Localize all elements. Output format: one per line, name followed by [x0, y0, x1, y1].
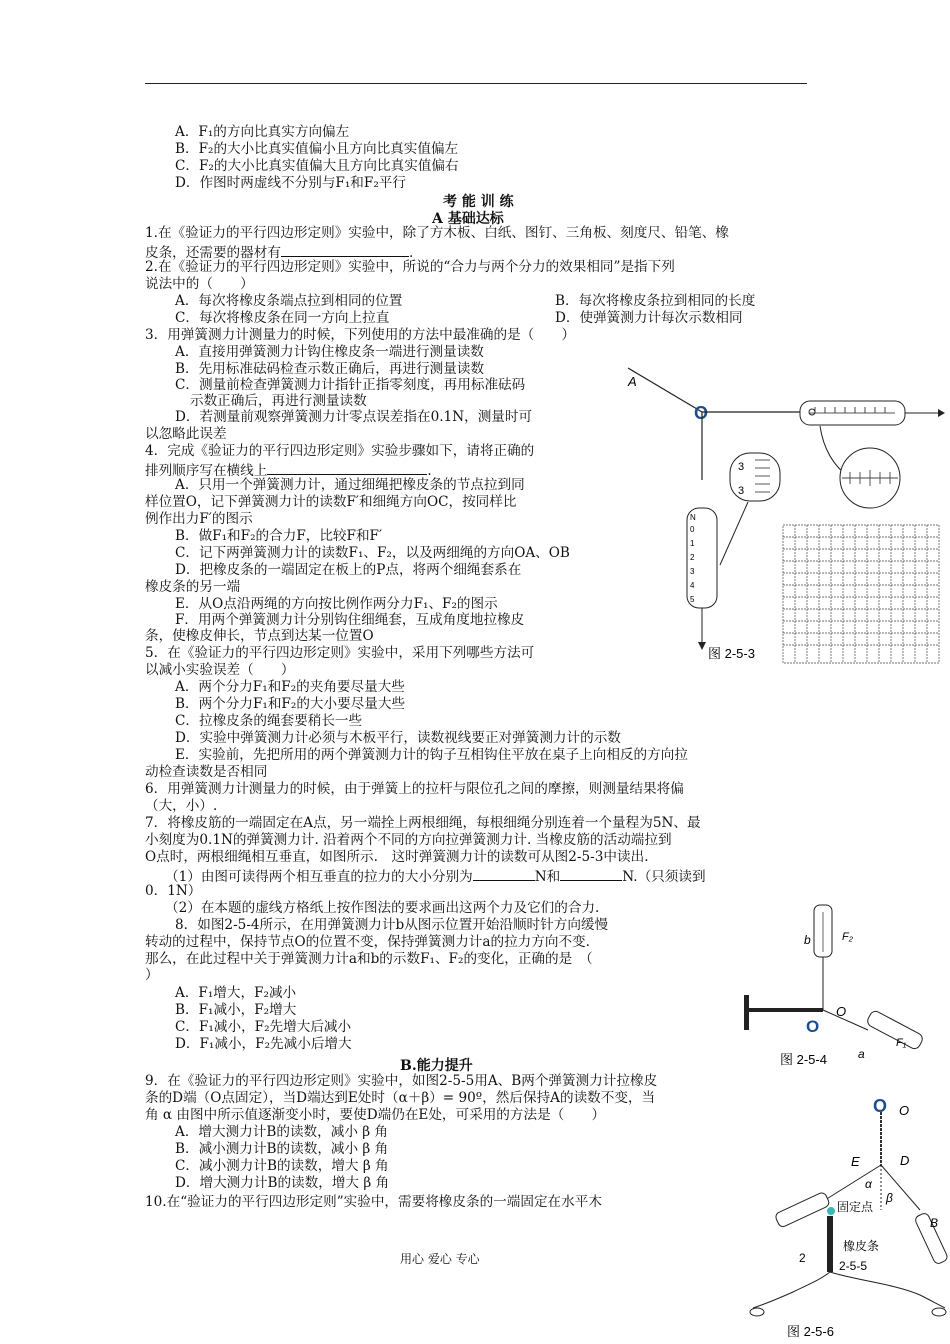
fig255-label-rubber: 橡皮条 — [843, 1239, 880, 1253]
q9-option-a: A．增大测力计B的读数，减小 β 角 — [175, 1124, 389, 1140]
fig255-label-e: E — [851, 1154, 860, 1169]
q1-answer-blank[interactable] — [281, 242, 409, 257]
fig255-label-o: O — [899, 1103, 910, 1118]
figure-2-5-3 — [620, 360, 945, 670]
q8-option-c: C．F₁减小，F₂先增大后减小 — [175, 1019, 352, 1035]
q4-step-d2: 橡皮条的另一端 — [145, 579, 241, 595]
fig255-label-255: 2-5-5 — [839, 1259, 868, 1273]
fig255-label-b: B — [930, 1216, 939, 1230]
option-d: D．作图时两虚线不分别与F₁和F₂平行 — [175, 175, 406, 191]
q10-line1: 10.在“验证力的平行四边形定则”实验中，需要将橡皮条的一端固定在水平木 — [145, 1194, 602, 1210]
q4-line1: 4．完成《验证力的平行四边形定则》实验步骤如下，请将正确的 — [145, 443, 535, 459]
q4-step-f2: 条，使橡皮伸长，节点到达某一位置O — [145, 628, 374, 644]
figure-2-5-4 — [738, 900, 938, 1075]
gauge-top-digit-2: 3 — [738, 485, 745, 497]
q7-line3: O点时，两根细绳相互垂直，如图所示. 这时弹簧测力计的读数可从图2-5-3中读出. — [145, 849, 649, 865]
q2-option-b: B．每次将橡皮条拉到相同的长度 — [555, 293, 756, 309]
gauge-bottom-1: 1 — [690, 539, 695, 548]
q5-line2: 以减小实验误差（ ） — [145, 662, 295, 678]
gauge-bottom-3: 3 — [690, 567, 695, 576]
q2-line1: 2.在《验证力的平行四边形定则》实验中，所说的“合力与两个分力的效果相同”是指下列 — [145, 259, 675, 275]
fig254-caption: 图 2-5-4 — [780, 1052, 827, 1067]
q6-line2: （大，小）. — [145, 798, 218, 814]
gauge-bottom-2: 2 — [690, 553, 695, 562]
q3-option-c2: 示数正确后，再进行测量读数 — [190, 393, 367, 409]
q7-part2: （2）在本题的虚线方格纸上按作图法的要求画出这两个力及它们的合力. — [165, 900, 600, 916]
fig254-label-f1: F₁ — [896, 1037, 907, 1049]
q5-option-c: C．拉橡皮条的绳套要稍长一些 — [175, 713, 363, 729]
fig254-label-a: a — [858, 1047, 865, 1061]
wall — [744, 995, 749, 1030]
option-b: B．F₂的大小比真实值偏小且方向比真实值偏左 — [175, 141, 459, 157]
q5-option-e2: 动检查读数是否相同 — [145, 764, 268, 780]
q9-line1: 9．在《验证力的平行四边形定则》实验中，如图2-5-5用A、B两个弹簧测力计拉橡皮 — [145, 1073, 658, 1089]
q8-line1: 8．如图2-5-4所示，在用弹簧测力计b从图示位置开始沿顺时针方向缓慢 — [175, 917, 609, 933]
q5-option-b: B．两个分力F₁和F₂的大小要尽量大些 — [175, 696, 406, 712]
spring-scale-a — [866, 1009, 925, 1050]
q7-part1-cont: 0．1N） — [145, 883, 202, 899]
gauge-bottom-4: 4 — [690, 581, 695, 590]
page-footer: 用心 爱心 专心 — [400, 1252, 480, 1266]
q2-option-c: C．每次将橡皮条在同一方向上拉直 — [175, 310, 390, 326]
q4-answer-blank[interactable] — [267, 460, 427, 475]
q9-line2: 条的D端（O点固定），当D端达到E处时（α＋β）= 90º，然后保持A的读数不变，当 — [145, 1090, 656, 1106]
fig253-label-a: A — [628, 374, 637, 389]
gauge-bottom-0: 0 — [690, 525, 695, 534]
fig256-caption: 图 2-5-6 — [787, 1324, 834, 1339]
section-a-heading: A 基础达标 — [432, 211, 504, 227]
figure-2-5-5 — [745, 1090, 950, 1344]
option-a: A．F₁的方向比真实方向偏左 — [175, 124, 350, 140]
q4-step-d: D．把橡皮条的一端固定在板上的P点，将两个细绳套系在 — [175, 562, 522, 578]
q4-step-f: F．用两个弹簧测力计分别钩住细绳套，互成角度地拉橡皮 — [175, 612, 525, 628]
fig254-label-b: b — [804, 933, 811, 947]
q8-option-d: D．F₁减小，F₂先减小后增大 — [175, 1036, 352, 1052]
fig255-label-beta: β — [886, 1191, 893, 1205]
q7-answer-blank-2[interactable] — [560, 866, 622, 881]
fig254-label-f2: F₂ — [842, 931, 853, 943]
q4-step-e: E．从O点沿两绳的方向按比例作两分力F₁、F₂的图示 — [175, 596, 498, 612]
q8-line4: ） — [145, 967, 159, 983]
q4-step-a: A．只用一个弹簧测力计，通过细绳把橡皮条的节点拉到同 — [175, 477, 525, 493]
q8-line3: 那么，在此过程中关于弹簧测力计a和b的示数F₁、F₂的变化，正确的是 （ — [145, 951, 593, 967]
fig255-label-o-bold: O — [873, 1096, 888, 1116]
gauge-bottom-5: 5 — [690, 595, 695, 604]
fig255-label-fixed: 固定点 — [837, 1200, 874, 1214]
q5-option-a: A．两个分力F₁和F₂的夹角要尽量大些 — [175, 679, 405, 695]
q5-line1: 5．在《验证力的平行四边形定则》实验中，采用下列哪些方法可 — [145, 645, 535, 661]
fig253-label-o: O — [694, 403, 709, 423]
q4-line2: 排列顺序写在横线上 . — [145, 460, 432, 480]
q3-line1: 3．用弹簧测力计测量力的时候，下列使用的方法中最准确的是（ ） — [145, 327, 576, 343]
rubber-band — [827, 1216, 833, 1272]
header-rule — [145, 83, 807, 84]
gauge-top-digit-1: 3 — [738, 461, 745, 473]
q3-option-d: D．若测量前观察弹簧测力计零点误差指在0.1N，测量时可 — [175, 409, 533, 425]
q6-line1: 6．用弹簧测力计测量力的时候，由于弹簧上的拉杆与限位孔之间的摩擦，则测量结果将偏 — [145, 781, 684, 797]
main-heading: 考 能 训 练 — [443, 194, 514, 210]
q3-option-c: C．测量前检查弹簧测力计指针正指零刻度，再用标准砝码 — [175, 377, 526, 393]
q7-answer-blank-1[interactable] — [473, 866, 535, 881]
q9-option-b: B．减小测力计B的读数，减小 β 角 — [175, 1141, 389, 1157]
section-b-heading: B.能力提升 — [400, 1058, 473, 1074]
q8-line2: 转动的过程中，保持节点O的位置不变，保持弹簧测力计a的拉力方向不变. — [145, 934, 590, 950]
q7-part1: （1）由图可读得两个相互垂直的拉力的大小分别为 N和 N.（只须读到 — [165, 866, 706, 886]
q4-step-a2: 样位置O，记下弹簧测力计的读数F′和细绳方向OC，按同样比 — [145, 494, 517, 510]
q5-option-d: D．实验中弹簧测力计必须与木板平行，读数视线要正对弹簧测力计的示数 — [175, 730, 621, 746]
q2-option-a: A．每次将橡皮条端点拉到相同的位置 — [175, 293, 403, 309]
spring-scale-a-2 — [774, 1191, 830, 1228]
q2-option-d: D．使弹簧测力计每次示数相同 — [555, 310, 743, 326]
q4-step-a3: 例作出力F′的图示 — [145, 511, 253, 527]
fig253-caption: 图 2-5-3 — [708, 646, 755, 661]
fig254-label-o-italic: O — [836, 1004, 847, 1019]
q9-line3: 角 α 由图中所示值逐渐变小时，要使D端仍在E处，可采用的方法是（ ） — [145, 1107, 606, 1123]
q7-line2: 小刻度为0.1N的弹簧测力计. 沿着两个不同的方向拉弹簧测力计. 当橡皮筋的活动端拉到 — [145, 832, 672, 848]
q7-line1: 7．将橡皮筋的一端固定在A点，另一端拴上两根细绳，每根细绳分别连着一个量程为5N、最 — [145, 815, 701, 831]
fig255-label-2: 2 — [799, 1251, 806, 1265]
q1-line2: 皮条，还需要的器材有 . — [145, 242, 413, 262]
q9-option-c: C．减小测力计B的读数，增大 β 角 — [175, 1158, 389, 1174]
q3-option-d2: 以忽略此误差 — [145, 426, 227, 442]
q1-line1: 1.在《验证力的平行四边形定则》实验中，除了方木板、白纸、图钉、三角板、刻度尺、铅笔、橡 — [145, 225, 729, 241]
q4-step-b: B．做F₁和F₂的合力F，比较F和F′ — [175, 528, 383, 544]
grid-paper — [783, 525, 939, 663]
fig255-label-alpha: α — [865, 1177, 872, 1191]
q2-line2: 说法中的（ ） — [145, 276, 254, 292]
q4-step-c: C．记下两弹簧测力计的读数F₁、F₂，以及两细绳的方向OA、OB — [175, 545, 570, 561]
q9-option-d: D．增大测力计B的读数，增大 β 角 — [175, 1175, 390, 1191]
q8-option-b: B．F₁减小，F₂增大 — [175, 1002, 297, 1018]
q3-option-a: A．直接用弹簧测力计钩住橡皮条一端进行测量读数 — [175, 344, 484, 360]
fig255-label-d: D — [900, 1153, 910, 1168]
fig254-label-o-bold: O — [806, 1017, 820, 1036]
q3-option-b: B．先用标准砝码检查示数正确后，再进行测量读数 — [175, 361, 485, 377]
q8-option-a: A．F₁增大，F₂减小 — [175, 985, 297, 1001]
gauge-unit: N — [690, 513, 696, 522]
option-c: C．F₂的大小比真实值偏大且方向比真实值偏右 — [175, 158, 459, 174]
q5-option-e: E．实验前，先把所用的两个弹簧测力计的钩子互相钩住平放在桌子上向相反的方向拉 — [175, 747, 688, 763]
